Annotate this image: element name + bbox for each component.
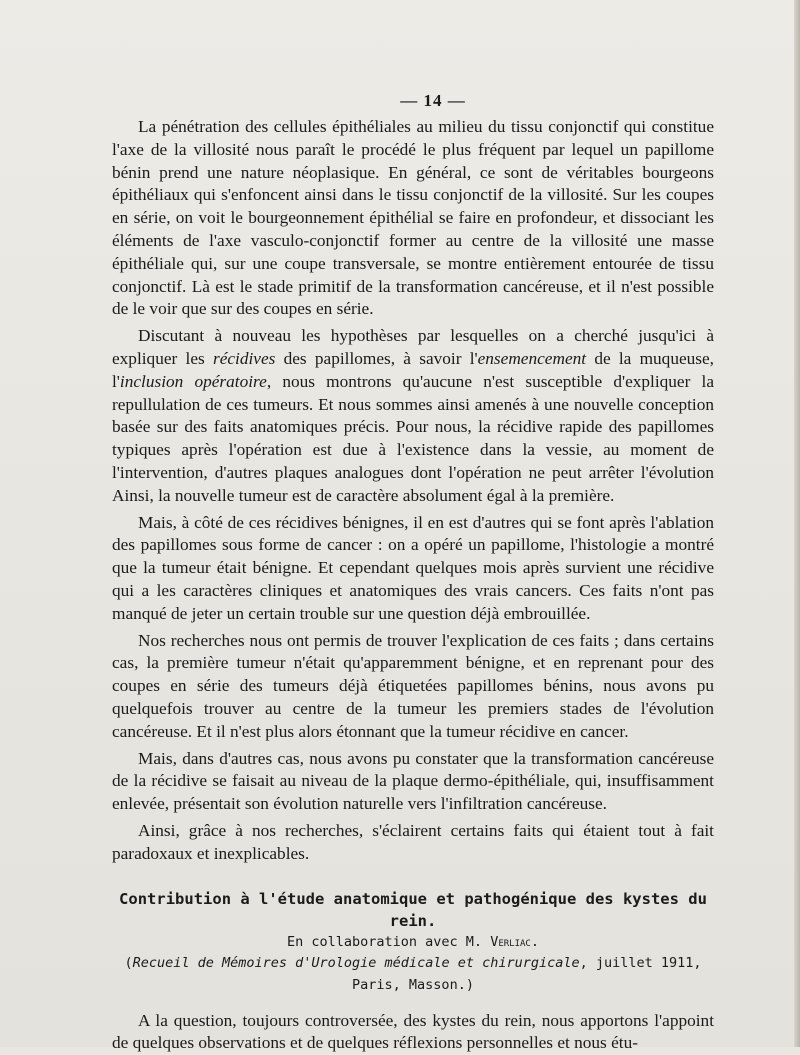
paragraph-7-text: A la question, toujours controversée, des kystes du rein, nous apportons l'appoint de quelques observations et de quelques réflexions personnelles et nous étu-: [112, 1011, 714, 1053]
paragraph-6: [112, 820, 714, 866]
collaboration-line: [112, 932, 714, 952]
paragraph-4: [112, 630, 714, 744]
paragraph-1: [112, 116, 714, 321]
reference-line: [112, 952, 714, 996]
paragraph-2: [112, 325, 714, 507]
paragraph-2-text-d: , nous montrons qu'aucune n'est susceptible d'expliquer la repullulation de ces tumeurs. Et nous sommes ainsi amenés à une nouvelle conception basée sur des faits anatomiques précis. Pour nous, la récidive rapide des papillomes typiques après l'opération est due à l'existence dans la vessie, au moment de l'intervention, d'autres plaques analogues dont l'opération ne peut arrêter l'évolution Ainsi, la nouvelle tumeur est de caractère absolument égal à la première.: [112, 372, 714, 505]
section-heading-block: [112, 888, 714, 996]
reference-journal: Recueil de Mémoires d'Urologie médicale et chirurgicale: [133, 955, 580, 971]
reference-open: (: [124, 955, 132, 971]
italic-term-inclusion: inclusion opératoire: [120, 372, 267, 391]
paragraph-2-text-b: des papillomes, à savoir l': [275, 349, 477, 368]
collaboration-prefix: En collaboration avec M.: [287, 934, 490, 950]
italic-term-recidives: récidives: [213, 349, 275, 368]
paragraph-2-text-c: de la muqueuse, l': [112, 349, 714, 391]
paragraph-7: [112, 1010, 714, 1055]
page-number: — 14 —: [152, 86, 714, 116]
paragraph-5-text: Mais, dans d'autres cas, nous avons pu constater que la transformation cancéreuse de la récidive se faisait au niveau de la plaque dermo-épithéliale, qui, insuffisamment enlevée, présentait son évolution naturelle vers l'infiltration cancéreuse.: [112, 749, 714, 814]
italic-term-ensemencement: ensemencement: [478, 349, 586, 368]
reference-rest: , juillet 1911, Paris, Masson.): [352, 955, 702, 993]
paragraph-1-text: La pénétration des cellules épithéliales au milieu du tissu conjonctif qui constitue l'axe de la villosité nous paraît le procédé le plus fréquent par lequel un papillome bénin prend une nature néoplasique. En général, ce sont de véritables bourgeons épithéliaux qui s'enfoncent ainsi dans le tissu conjonctif de la villosité. Sur les coupes en série, on voit le bourgeonnement épithélial se faire en profondeur, et dissociant les éléments de l'axe vasculo-conjonctif former au centre de la villosité une masse épithéliale qui, sur une coupe transversale, se montre entièrement entourée de tissu conjonctif. Là est le stade primitif de la transformation cancéreuse, et il n'est possible de le voir que sur des coupes en série.: [112, 117, 714, 318]
paragraph-4-text: Nos recherches nous ont permis de trouver l'explication de ces faits ; dans certains cas, la première tumeur n'était qu'apparemment bénigne, et en reprenant pour des coupes en série des tumeurs déjà étiquetées papillomes bénins, nous avons pu quelquefois trouver au centre de la tumeur les premiers stades de l'évolution cancéreuse. Et il n'est plus alors étonnant que la tumeur récidive en cancer.: [112, 631, 714, 741]
collaborator-name: Verliac.: [490, 934, 539, 950]
lower-text: [112, 1010, 714, 1055]
paragraph-3: [112, 512, 714, 626]
page-edge: [794, 0, 800, 1047]
paragraph-3-text: Mais, à côté de ces récidives bénignes, il en est d'autres qui se font après l'ablation des papillomes sous forme de cancer : on a opéré un papillome, l'histologie a montré que la tumeur était bénigne. Et cependant quelques mois après survient une récidive qui a les caractères cliniques et anatomiques des vrais cancers. Ces faits n'ont pas manqué de jeter un certain trouble sur une question déjà embrouillée.: [112, 513, 714, 623]
section-title: Contribution à l'étude anatomique et pathogénique des kystes du rein.: [112, 888, 714, 932]
main-text: [112, 116, 714, 866]
paragraph-2-text-a: Discutant à nouveau les hypothèses par lesquelles on a cherché jusqu'ici à expliquer les: [112, 326, 714, 368]
paragraph-5: [112, 748, 714, 816]
paragraph-6-text: Ainsi, grâce à nos recherches, s'éclairent certains faits qui étaient tout à fait paradoxaux et inexplicables.: [112, 821, 714, 863]
